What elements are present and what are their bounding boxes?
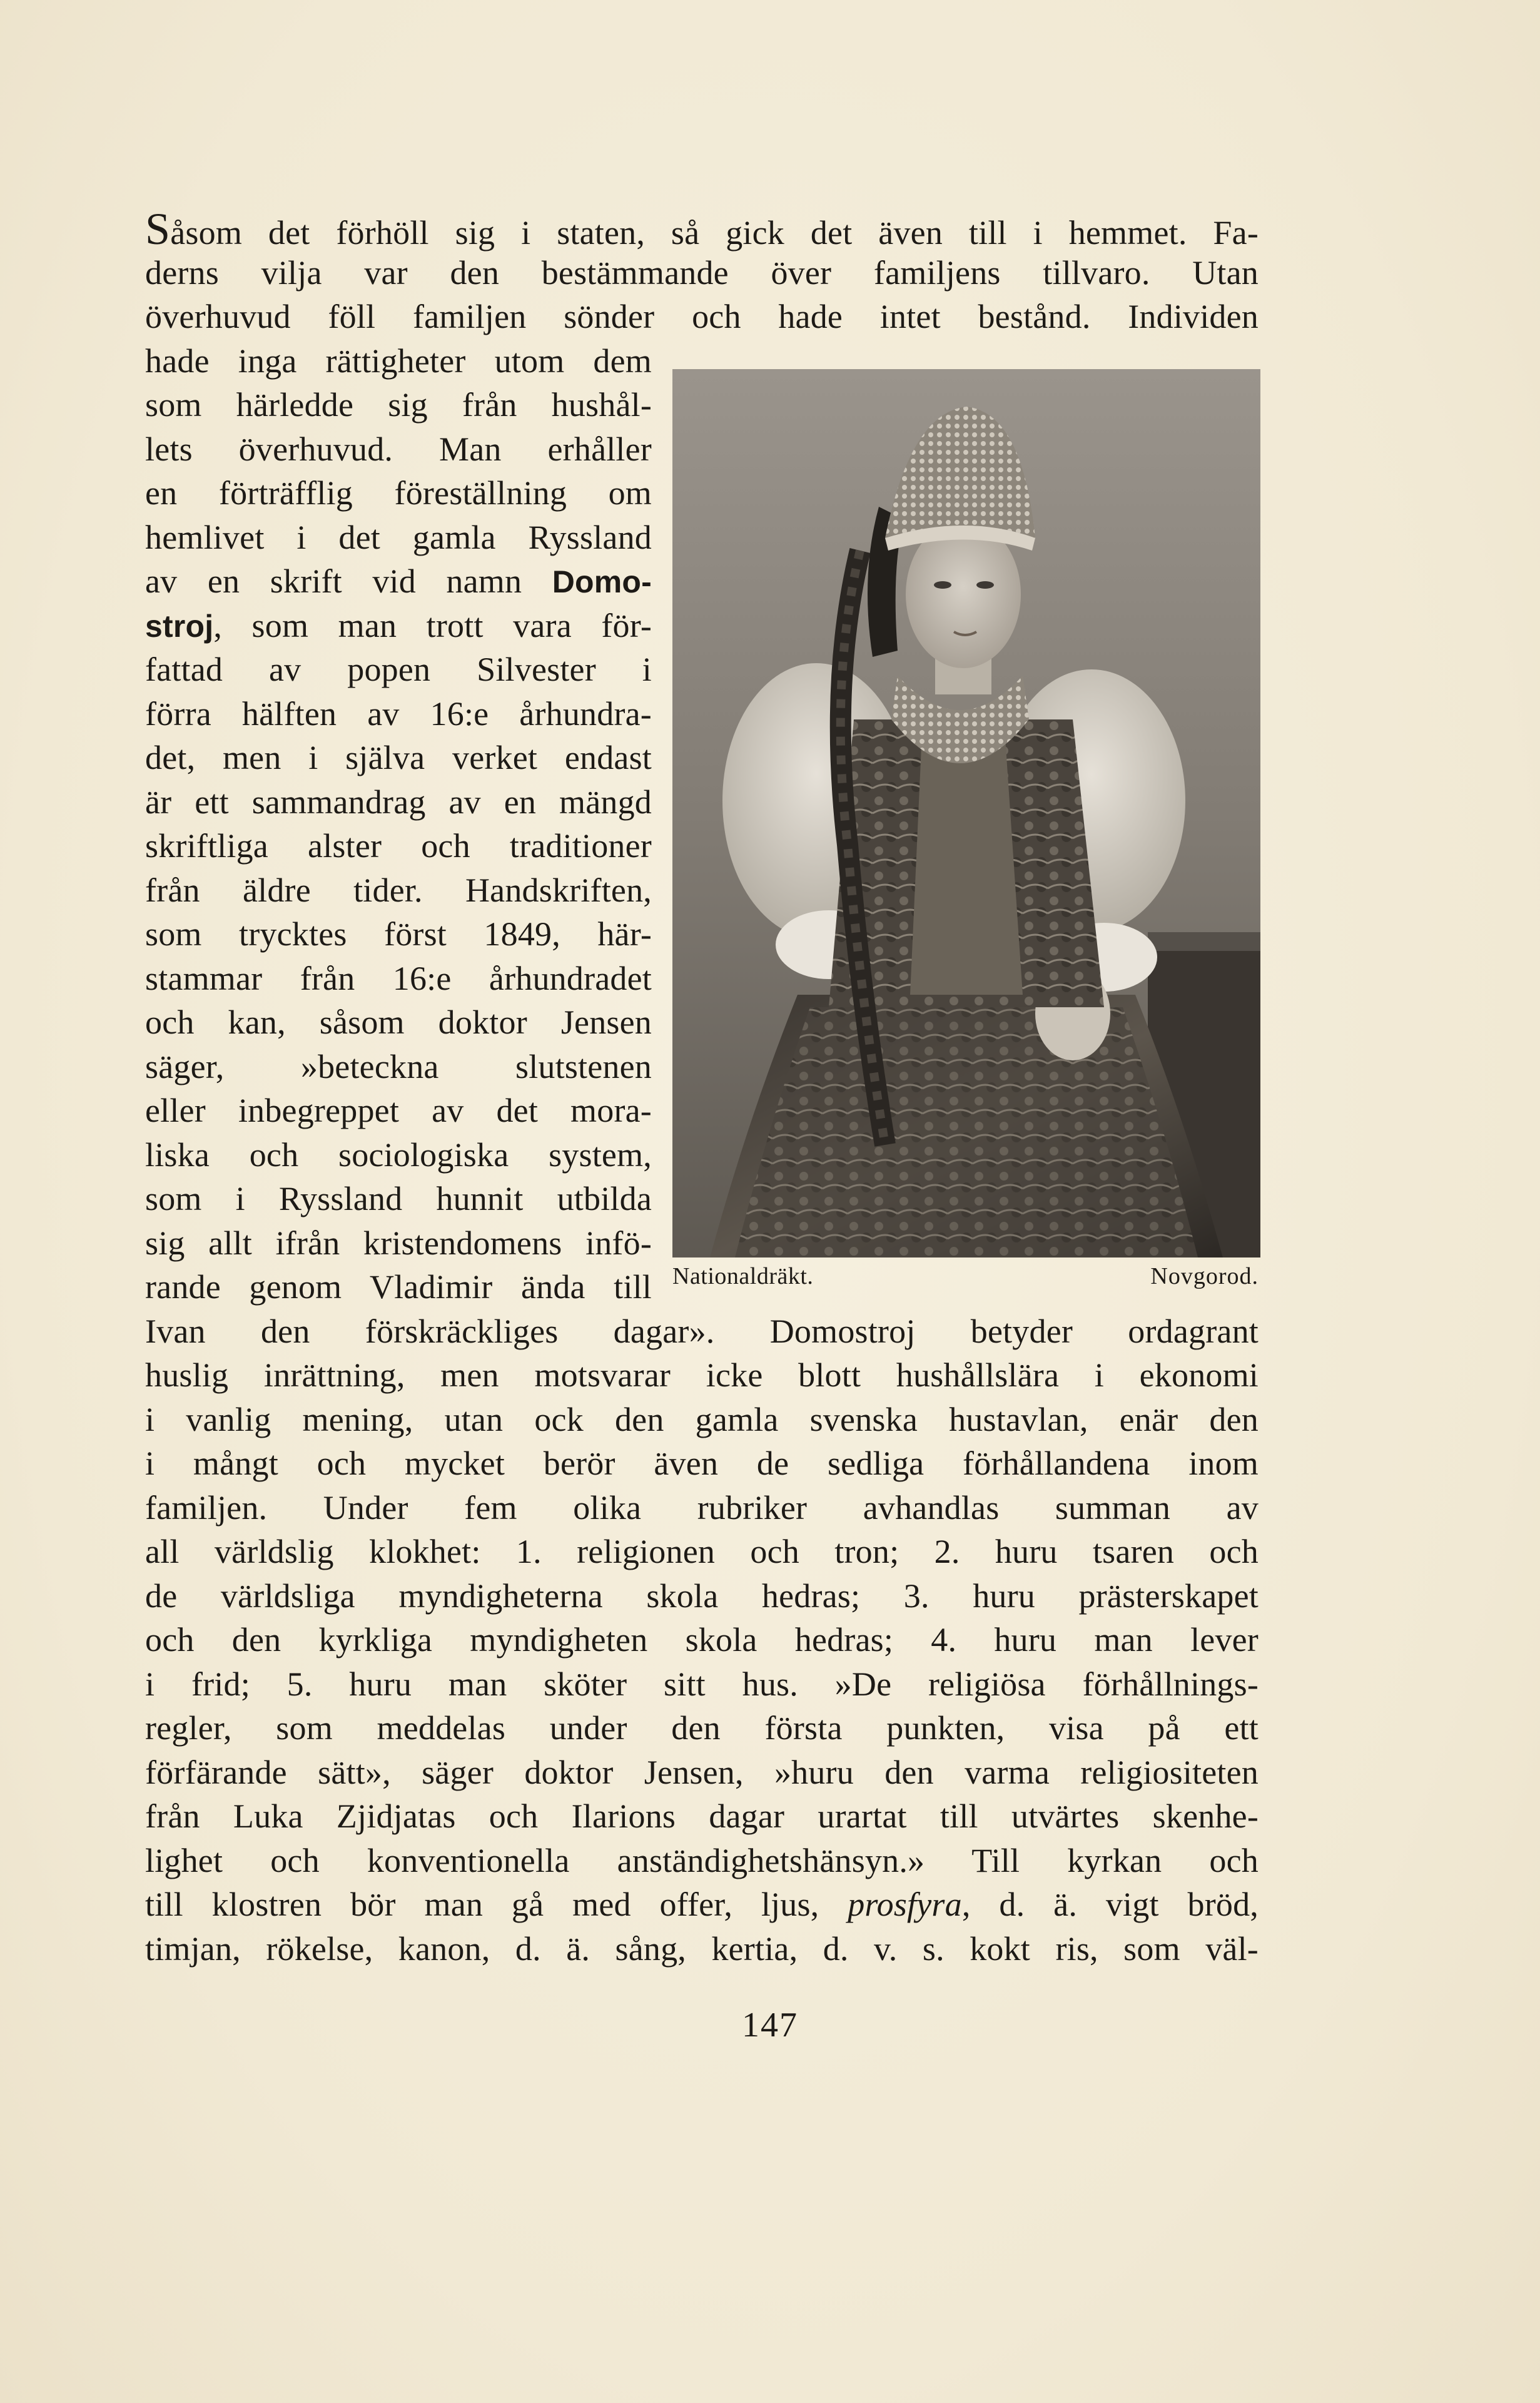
text-line: liska och sociologiska system,: [145, 1135, 652, 1174]
text-line: lighet och konventionella anständighetshänsyn.» Till kyrkan och: [145, 1841, 1259, 1879]
text-line: som i Ryssland hunnit utbilda: [145, 1180, 652, 1217]
text-line: de världsliga myndigheterna skola hedras; 3. huru prästerskapet: [145, 1577, 1259, 1615]
text-line: hade inga rättigheter utom dem: [145, 342, 652, 380]
text-line: eller inbegreppet av det mora-: [145, 1092, 652, 1129]
text-line: som härledde sig från hushål-: [145, 386, 652, 424]
portrait-photo-image: [672, 369, 1260, 1257]
text-line: hemlivet i det gamla Ryssland: [145, 518, 652, 556]
text-line: till klostren bör man gå med offer, ljus, prosfyra, d. ä. vigt bröd,: [145, 1886, 1259, 1923]
text-line: timjan, rökelse, kanon, d. ä. sång, kertia, d. v. s. kokt ris, som väl-: [145, 1929, 1259, 1968]
italic-term: prosfyra: [848, 1886, 962, 1923]
text-line: familjen. Under fem olika rubriker avhandlas summan av: [145, 1488, 1259, 1527]
text-line: all världslig klokhet: 1. religionen och tron; 2. huru tsaren och: [145, 1533, 1259, 1570]
text-line: förra hälften av 16:e århundra-: [145, 694, 652, 733]
text-line: i vanlig mening, utan ock den gamla svenska hustavlan, enär den: [145, 1400, 1259, 1438]
work-title: stroj: [145, 608, 214, 644]
text-line: derns vilja var den bestämmande över familjens tillvaro. Utan: [145, 253, 1259, 292]
text-line: säger, »beteckna slutstenen: [145, 1047, 652, 1085]
page-number: 147: [742, 2006, 798, 2045]
text-line: det, men i själva verket endast: [145, 739, 652, 776]
text-line: rande genom Vladimir ända till: [145, 1268, 652, 1306]
text-line: överhuvud föll familjen sönder och hade intet bestånd. Individen: [145, 298, 1259, 335]
text-line: lets överhuvud. Man erhåller: [145, 430, 652, 468]
text-line: stroj, som man trott vara för-: [145, 606, 652, 644]
figure-caption-left: Nationaldräkt.: [672, 1263, 814, 1289]
portrait-photograph: [672, 369, 1260, 1264]
text-line: och den kyrkliga myndigheten skola hedras; 4. huru man lever: [145, 1621, 1259, 1659]
text-line: skriftliga alster och traditioner: [145, 827, 652, 865]
text-line: är ett sammandrag av en mängd: [145, 783, 652, 821]
text-line: regler, som meddelas under den första punkten, visa på ett: [145, 1709, 1259, 1747]
text-line: Såsom det förhöll sig i staten, så gick det även till i hemmet. Fa-: [145, 204, 1259, 254]
work-title: Domo-: [552, 564, 652, 599]
text-line: förfärande sätt», säger doktor Jensen, »huru den varma religiositeten: [145, 1753, 1259, 1791]
text-line: en förträfflig föreställning om: [145, 474, 652, 512]
text-line: Ivan den förskräckliges dagar». Domostroj betyder ordagrant: [145, 1312, 1259, 1350]
text-line: som trycktes först 1849, här-: [145, 915, 652, 953]
initial-letter: S: [145, 204, 171, 254]
text-line: av en skrift vid namn Domo-: [145, 562, 652, 600]
text-line: i mångt och mycket berör även de sedliga förhållandena inom: [145, 1445, 1259, 1482]
text-line: stammar från 16:e århundradet: [145, 959, 652, 997]
text-line: från Luka Zjidjatas och Ilarions dagar urartat till utvärtes skenhe-: [145, 1797, 1259, 1835]
text-line: och kan, såsom doktor Jensen: [145, 1003, 652, 1041]
text-line: fattad av popen Silvester i: [145, 651, 652, 688]
text-line: i frid; 5. huru man sköter sitt hus. »De religiösa förhållnings-: [145, 1665, 1259, 1703]
figure-caption-right: Novgorod.: [1150, 1263, 1259, 1289]
text-line: sig allt ifrån kristendomens infö-: [145, 1224, 652, 1262]
text-line: från äldre tider. Handskriften,: [145, 871, 652, 909]
text-line: huslig inrättning, men motsvarar icke blott hushållslära i ekonomi: [145, 1356, 1259, 1394]
